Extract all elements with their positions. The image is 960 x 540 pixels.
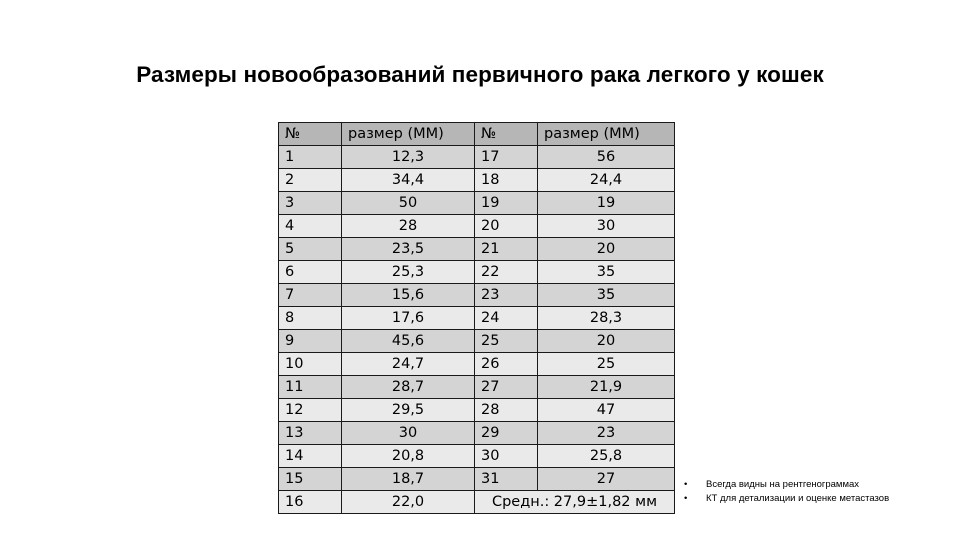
table-row: [279, 146, 675, 169]
table-row: [279, 169, 675, 192]
table-row: [279, 284, 675, 307]
size-value-right: 30: [538, 215, 675, 238]
table-row: [279, 215, 675, 238]
table-row: [279, 261, 675, 284]
row-number-left: 13: [279, 422, 342, 445]
row-number-left: 14: [279, 445, 342, 468]
table-row: [279, 330, 675, 353]
table-row: [279, 399, 675, 422]
slide-title: Размеры новообразований первичного рака легкого у кошек: [136, 62, 824, 87]
note-item: [684, 492, 889, 506]
row-number-left: 15: [279, 468, 342, 491]
tumor-size-table: [278, 122, 675, 514]
row-number-right: 24: [475, 307, 538, 330]
table-row-last: [279, 491, 675, 514]
size-value-left: 29,5: [342, 399, 475, 422]
row-number-right: 29: [475, 422, 538, 445]
mean-size-summary: Средн.: 27,9±1,82 мм: [475, 491, 675, 514]
table-row: [279, 238, 675, 261]
row-number-right: 21: [475, 238, 538, 261]
size-value-left: 34,4: [342, 169, 475, 192]
row-number-left: 4: [279, 215, 342, 238]
size-value-left: 15,6: [342, 284, 475, 307]
note-text: Всегда видны на рентгенограммах: [706, 479, 860, 490]
size-value-left: 24,7: [342, 353, 475, 376]
row-number-left: 7: [279, 284, 342, 307]
row-number-right: 26: [475, 353, 538, 376]
row-number-left: 12: [279, 399, 342, 422]
bullet-icon: •: [684, 479, 688, 490]
size-value-right: 23: [538, 422, 675, 445]
size-value-left: 30: [342, 422, 475, 445]
header-number-left: №: [279, 123, 342, 146]
row-number-right: 20: [475, 215, 538, 238]
row-number-right: 28: [475, 399, 538, 422]
size-value-right: 19: [538, 192, 675, 215]
size-value-right: 47: [538, 399, 675, 422]
note-text: КТ для детализации и оценке метастазов: [706, 493, 890, 504]
size-value-left: 18,7: [342, 468, 475, 491]
notes-list: [684, 478, 889, 506]
table-row: [279, 468, 675, 491]
table-header-row: [279, 123, 675, 146]
size-value-right: 27: [538, 468, 675, 491]
size-value-left: 23,5: [342, 238, 475, 261]
size-value-right: 28,3: [538, 307, 675, 330]
header-size-right: размер (ММ): [538, 123, 675, 146]
row-number-right: 18: [475, 169, 538, 192]
size-value-right: 35: [538, 261, 675, 284]
row-number-left: 1: [279, 146, 342, 169]
size-value-left: 25,3: [342, 261, 475, 284]
size-value-right: 20: [538, 330, 675, 353]
row-number-right: 25: [475, 330, 538, 353]
header-number-right: №: [475, 123, 538, 146]
size-value-left: 20,8: [342, 445, 475, 468]
row-number-right: 19: [475, 192, 538, 215]
table-row: [279, 307, 675, 330]
size-value-right: 24,4: [538, 169, 675, 192]
row-number-right: 31: [475, 468, 538, 491]
size-value-right: 25: [538, 353, 675, 376]
table-row: [279, 192, 675, 215]
table-row: [279, 445, 675, 468]
size-value-right: 20: [538, 238, 675, 261]
row-number-right: 27: [475, 376, 538, 399]
size-value-left: 50: [342, 192, 475, 215]
row-number-left: 11: [279, 376, 342, 399]
table-row: [279, 353, 675, 376]
row-number-left: 6: [279, 261, 342, 284]
size-value-right: 56: [538, 146, 675, 169]
size-value-left: 28,7: [342, 376, 475, 399]
size-value-left: 17,6: [342, 307, 475, 330]
bullet-icon: •: [684, 493, 688, 504]
size-value-left: 22,0: [342, 491, 475, 514]
row-number-right: 23: [475, 284, 538, 307]
row-number-right: 17: [475, 146, 538, 169]
row-number-left: 10: [279, 353, 342, 376]
size-value-left: 28: [342, 215, 475, 238]
size-value-right: 21,9: [538, 376, 675, 399]
size-value-right: 35: [538, 284, 675, 307]
row-number-left: 2: [279, 169, 342, 192]
note-item: [684, 478, 889, 492]
row-number-right: 22: [475, 261, 538, 284]
size-value-left: 12,3: [342, 146, 475, 169]
row-number-left: 3: [279, 192, 342, 215]
table-row: [279, 422, 675, 445]
size-value-right: 25,8: [538, 445, 675, 468]
row-number-left: 9: [279, 330, 342, 353]
row-number-left: 5: [279, 238, 342, 261]
table-row: [279, 376, 675, 399]
row-number-left: 16: [279, 491, 342, 514]
row-number-right: 30: [475, 445, 538, 468]
header-size-left: размер (ММ): [342, 123, 475, 146]
row-number-left: 8: [279, 307, 342, 330]
size-value-left: 45,6: [342, 330, 475, 353]
